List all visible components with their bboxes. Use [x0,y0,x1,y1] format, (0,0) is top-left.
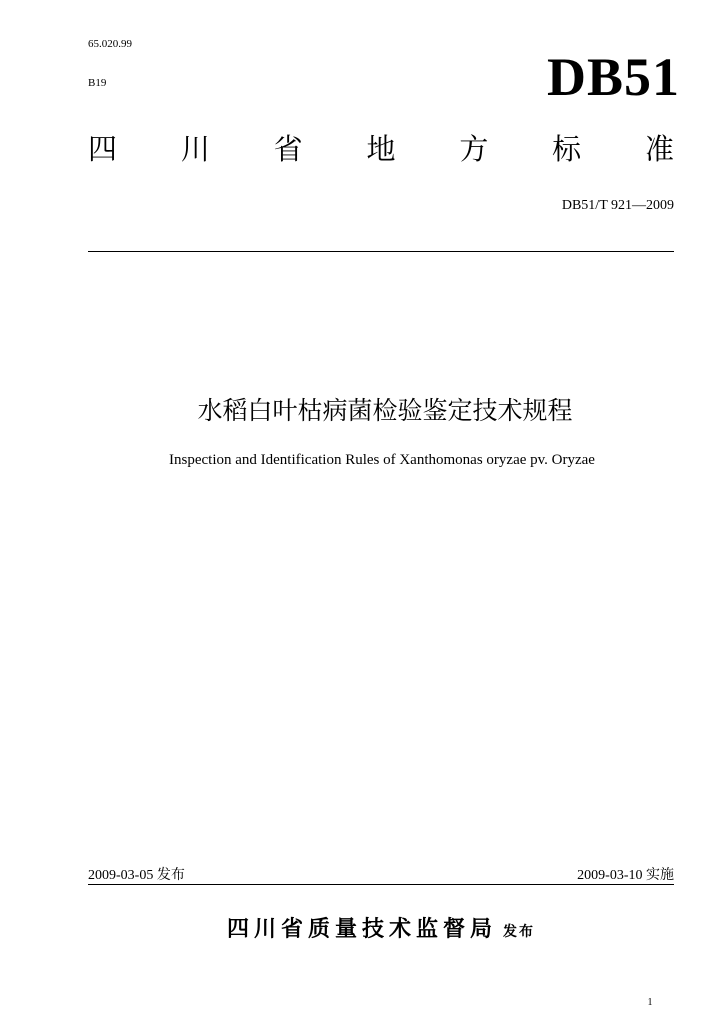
implement-date-line [420,864,674,884]
standard-type-char: 标 [552,132,582,166]
implement-label: 实施 [646,867,674,883]
bottom-divider [88,884,674,885]
title-english: Inspection and Identification Rules of Xanthomonas oryzae pv. Oryzae [169,452,595,468]
standard-type-char: 地 [366,132,396,166]
issuer-suffix: 发布 [503,924,535,940]
implement-date: 2009-03-10 [577,868,643,883]
standard-type-char: 川 [180,132,210,166]
issue-date-line [88,864,185,884]
ics-code: 65.020.99 [88,38,132,50]
standard-type-heading [88,132,674,166]
issue-date: 2009-03-05 [88,868,154,883]
standard-type-char: 方 [459,132,489,166]
standard-type-char: 准 [644,132,674,166]
ccs-code: B19 [88,77,107,89]
standard-type-char: 省 [273,132,303,166]
issue-label: 发布 [156,867,185,883]
issuer-line [88,912,674,943]
issuer-name: 四川省质量技术监督局 [226,917,497,942]
standard-number: DB51/T 921—2009 [561,198,674,213]
page-number: 1 [647,997,653,1008]
top-divider [88,251,674,252]
standard-code: DB51 [546,47,680,107]
standard-type-char: 四 [88,132,118,166]
title-chinese: 水稻白叶枯病菌检验鉴定技术规程 [197,396,573,425]
